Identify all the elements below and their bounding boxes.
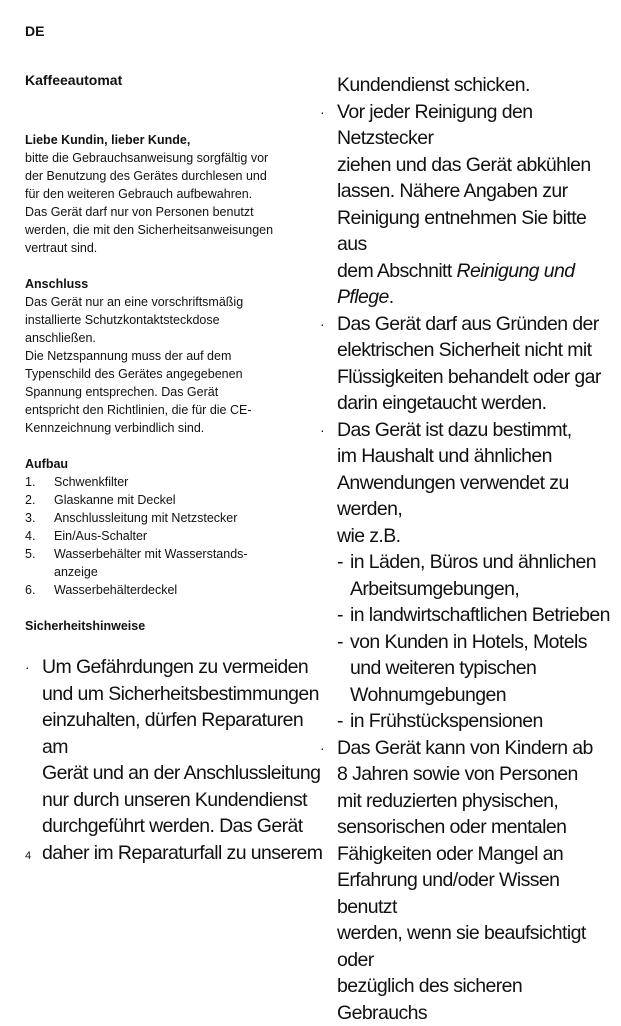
list-item [25, 527, 305, 545]
bullet-line: Kundendienst schicken. [337, 72, 530, 99]
list-item [25, 581, 305, 599]
sub-item [337, 708, 610, 735]
item-label [54, 545, 248, 581]
sub-line: in landwirtschaftlichen Betrieben [350, 602, 610, 629]
bullet-line: darin eingetaucht werden. [337, 390, 601, 417]
safety-bullet-4 [320, 417, 610, 735]
text-run: . [389, 286, 394, 308]
item-label-line: Wasserbehälter mit Wasserstands- [54, 545, 248, 563]
bullet-icon: · [25, 654, 42, 866]
intro-heading: Liebe Kundin, lieber Kunde, [25, 131, 305, 149]
bullet-line: durchgeführt werden. Das Gerät [42, 813, 325, 840]
bullet-line: Vor jeder Reinigung den Netzstecker [337, 99, 610, 152]
sub-line: in Frühstückspensionen [350, 708, 543, 735]
item-number: 3. [25, 509, 54, 527]
intro-line: Das Gerät darf nur von Personen benutzt [25, 203, 305, 221]
sub-item [337, 549, 610, 602]
sub-line: von Kunden in Hotels, Motels [350, 629, 587, 656]
bullet-line: und um Sicherheitsbestimmungen [42, 681, 325, 708]
bullet-icon: · [320, 99, 337, 311]
bullet-line: lassen. Nähere Angaben zur [337, 178, 610, 205]
item-number: 5. [25, 545, 54, 581]
bullet-line: mit reduzierten physischen, [337, 788, 610, 815]
sub-line: Wohnumgebungen [350, 682, 587, 709]
bullet-line: einzuhalten, dürfen Reparaturen am [42, 707, 325, 760]
dash-icon: - [337, 602, 350, 629]
page-title: Kaffeeautomat [25, 72, 122, 88]
item-label: Wasserbehälterdeckel [54, 581, 177, 599]
sub-item [337, 629, 610, 709]
intro-line: bitte die Gebrauchsanweisung sorgfältig vor [25, 149, 305, 167]
anschluss-line: anschließen. [25, 329, 305, 347]
intro-section [25, 131, 305, 257]
item-label: Glaskanne mit Deckel [54, 491, 176, 509]
bullet-line: im Haushalt und ähnlichen [337, 443, 610, 470]
item-label: Ein/Aus-Schalter [54, 527, 147, 545]
anschluss-heading: Anschluss [25, 275, 305, 293]
bullet-line: Flüssigkeiten behandelt oder gar [337, 364, 601, 391]
item-label: Schwenkfilter [54, 473, 128, 491]
item-number: 4. [25, 527, 54, 545]
bullet-line: Das Gerät darf aus Gründen der [337, 311, 601, 338]
anschluss-line: Das Gerät nur an eine vorschriftsmäßig [25, 293, 305, 311]
intro-line: für den weiteren Gebrauch aufbewahren. [25, 185, 305, 203]
anschluss-line: entspricht den Richtlinien, die für die CE- [25, 401, 305, 419]
bullet-line: Fähigkeiten oder Mangel an [337, 841, 610, 868]
list-item [25, 509, 305, 527]
sub-line: in Läden, Büros und ähnlichen [350, 549, 596, 576]
bullet-line: elektrischen Sicherheit nicht mit [337, 337, 601, 364]
bullet-line: daher im Reparaturfall zu unserem [42, 840, 325, 867]
list-item [25, 473, 305, 491]
intro-line: der Benutzung des Gerätes durchlesen und [25, 167, 305, 185]
bullet-line: werden, wenn sie beaufsichtigt oder [337, 920, 610, 973]
anschluss-line: installierte Schutzkontaktsteckdose [25, 311, 305, 329]
section-reference: Reinigung und Pflege [337, 260, 575, 309]
bullet-line: sensorischen oder mentalen [337, 814, 610, 841]
list-item [25, 545, 305, 581]
left-column [25, 131, 305, 635]
anschluss-line: Kennzeichnung verbindlich sind. [25, 419, 305, 437]
anschluss-section [25, 275, 305, 437]
language-code: DE [25, 23, 44, 39]
item-label-line: anzeige [54, 563, 248, 581]
intro-line: werden, die mit den Sicherheitsanweisungen [25, 221, 305, 239]
intro-line: vertraut sind. [25, 239, 305, 257]
bullet-line: Das Gerät ist dazu bestimmt, [337, 417, 610, 444]
bullet-line: Erfahrung und/oder Wissen benutzt [337, 867, 610, 920]
bullet-line: 8 Jahren sowie von Personen [337, 761, 610, 788]
text-run: dem Abschnitt [337, 260, 457, 282]
safety-bullet-3 [320, 311, 610, 417]
safety-bullet-1 [25, 654, 325, 866]
dash-icon: - [337, 629, 350, 709]
sicherheit-heading: Sicherheitshinweise [25, 617, 305, 635]
dash-icon: - [337, 549, 350, 602]
anschluss-line: Typenschild des Gerätes angegebenen [25, 365, 305, 383]
safety-bullet-2 [320, 99, 610, 311]
bullet-icon: · [320, 417, 337, 735]
bullet-line: bezüglich des sicheren Gebrauchs [337, 973, 610, 1026]
bullet-line: ziehen und das Gerät abkühlen [337, 152, 610, 179]
aufbau-heading: Aufbau [25, 455, 305, 473]
bullet-icon: · [320, 735, 337, 1026]
anschluss-line: Die Netzspannung muss der auf dem [25, 347, 305, 365]
bullet-line: Anwendungen verwendet zu werden, [337, 470, 610, 523]
page-number: 4 [25, 850, 31, 862]
bullet-line: nur durch unseren Kundendienst [42, 787, 325, 814]
bullet-line: wie z.B. [337, 523, 610, 550]
item-number: 6. [25, 581, 54, 599]
dash-icon: - [337, 708, 350, 735]
safety-bullet-5 [320, 735, 610, 1026]
bullet-line: Reinigung entnehmen Sie bitte aus [337, 205, 610, 258]
sub-line: und weiteren typischen [350, 655, 587, 682]
sub-item [337, 602, 610, 629]
bullet-icon: · [320, 311, 337, 417]
bullet-line: Gerät und an der Anschlussleitung [42, 760, 325, 787]
aufbau-section [25, 455, 305, 599]
list-item [25, 491, 305, 509]
anschluss-line: Spannung entsprechen. Das Gerät [25, 383, 305, 401]
right-column [320, 72, 610, 1026]
item-label: Anschlussleitung mit Netzstecker [54, 509, 237, 527]
parts-list [25, 473, 305, 599]
item-number: 2. [25, 491, 54, 509]
bullet-line [337, 258, 610, 311]
sub-line: Arbeitsumgebungen, [350, 576, 596, 603]
item-number: 1. [25, 473, 54, 491]
bullet-line: Um Gefährdungen zu vermeiden [42, 654, 325, 681]
bullet-line: Das Gerät kann von Kindern ab [337, 735, 610, 762]
